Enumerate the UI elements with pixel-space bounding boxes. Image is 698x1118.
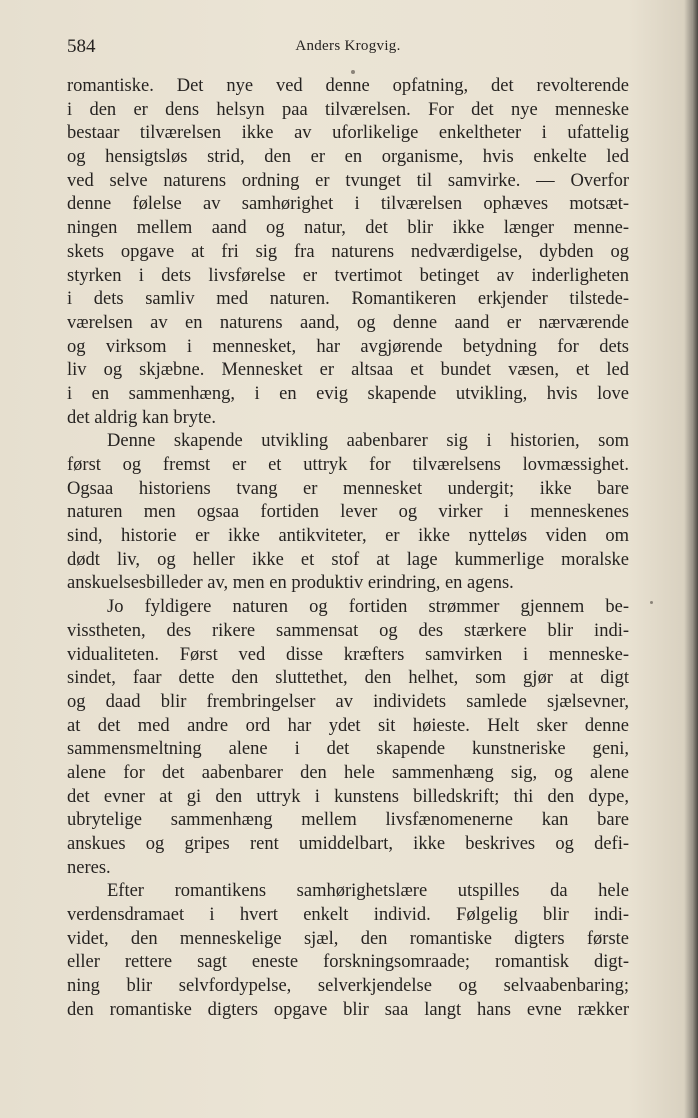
text-line: skets opgave at fri sig fra naturens nedværdigelse, dybden og: [67, 241, 629, 262]
text-line: Ogsaa historiens tvang er mennesket undergit; ikke bare: [67, 478, 629, 499]
text-line: dødt liv, og heller ikke et stof at lage kummerlige moralske: [67, 549, 629, 570]
print-speck: [351, 70, 355, 74]
text-line: først og fremst er et uttryk for tilværelsens lovmæssighet.: [67, 455, 629, 475]
text-line: i den er dens helsyn paa tilværelsen. For det nye menneske: [67, 99, 629, 120]
text-line: denne følelse av samhørighet i tilværelsen ophæves motsæt-: [67, 194, 629, 215]
paragraph: [67, 596, 629, 880]
text-line: anskues og gripes rent umiddelbart, ikke beskrives og defi-: [67, 834, 629, 854]
body-text: [67, 75, 629, 1023]
paragraph: [67, 430, 629, 596]
text-line: eller rettere sagt eneste forskningsomraade; romantisk digt-: [67, 952, 629, 973]
paragraph: [67, 880, 629, 1022]
text-line: Denne skapende utvikling aabenbarer sig i historien, som: [107, 431, 629, 452]
book-spine-edge: [692, 0, 698, 1118]
text-line: og daad blir frembringelser av individets samlede sjælsevner,: [67, 691, 629, 712]
text-line: styrken i dets livsførelse er tvertimot betinget av inderligheten: [67, 265, 629, 286]
text-line: værelsen av en naturens aand, og denne aand er nærværende: [67, 312, 629, 333]
page-number: 584: [67, 36, 96, 57]
text-line: Efter romantikens samhørighetslære utspilles da hele: [107, 881, 629, 902]
text-line: ubrytelige sammenhæng mellem livsfænomenerne kan bare: [67, 810, 629, 831]
text-line: og virksom i mennesket, har avgjørende betydning for dets: [67, 336, 629, 357]
text-line: vidualiteten. Først ved disse kræfters samvirken i menneske-: [67, 644, 629, 665]
text-line: sindet, faar dette den sluttethet, den helhet, som gjør at digt: [67, 668, 629, 689]
text-line: ningen mellem aand og natur, det blir ikke længer menne-: [67, 218, 629, 239]
text-line: sind, historie er ikke antikviteter, er ikke nytteløs viden om: [67, 526, 629, 547]
running-head-title: Anders Krogvig.: [295, 38, 401, 54]
text-line: og hensigtsløs strid, den er en organisme, hvis enkelte led: [67, 147, 629, 168]
text-line: i en sammenhæng, i en evig skapende utvikling, hvis love: [67, 383, 629, 404]
running-head: [67, 36, 629, 60]
text-line: neres.: [67, 857, 111, 878]
text-line: videt, den menneskelige sjæl, den romantiske digters første: [67, 928, 629, 949]
text-line: Jo fyldigere naturen og fortiden strømmer gjennem be-: [107, 597, 629, 618]
text-line: ved selve naturens ordning er tvunget til samvirke. — Overfor: [67, 170, 629, 191]
paragraph: [67, 75, 629, 430]
text-line: ning blir selvfordypelse, selverkjendelse og selvaabenbaring;: [67, 976, 629, 997]
text-line: anskuelsesbilleder av, men en produktiv erindring, en agens.: [67, 573, 514, 594]
text-line: sammensmeltning alene i det skapende kunstneriske geni,: [67, 739, 629, 760]
text-line: visstheten, des rikere sammensat og des stærkere blir indi-: [67, 620, 629, 641]
text-line: det evner at gi den uttryk i kunstens billedskrift; thi den dype,: [67, 786, 629, 807]
text-line: alene for det aabenbarer den hele sammenhæng sig, og alene: [67, 762, 629, 783]
text-line: naturen men ogsaa fortiden lever og virker i menneskenes: [67, 502, 629, 523]
text-line: liv og skjæbne. Mennesket er altsaa et bundet væsen, et led: [67, 360, 629, 381]
print-speck: [650, 601, 653, 604]
text-line: bestaar tilværelsen ikke av uforlikelige enkeltheter i ufattelig: [67, 123, 629, 144]
text-line: verdensdramaet i hvert enkelt individ. Følgelig blir indi-: [67, 905, 629, 926]
text-line: den romantiske digters opgave blir saa langt hans evne rækker: [67, 999, 629, 1020]
text-line: at det med andre ord har ydet sit høieste. Helt sker denne: [67, 715, 629, 736]
text-line: det aldrig kan bryte.: [67, 407, 216, 428]
text-line: romantiske. Det nye ved denne opfatning, det revolterende: [67, 76, 629, 96]
text-line: i dets samliv med naturen. Romantikeren erkjender tilstede-: [67, 289, 629, 310]
